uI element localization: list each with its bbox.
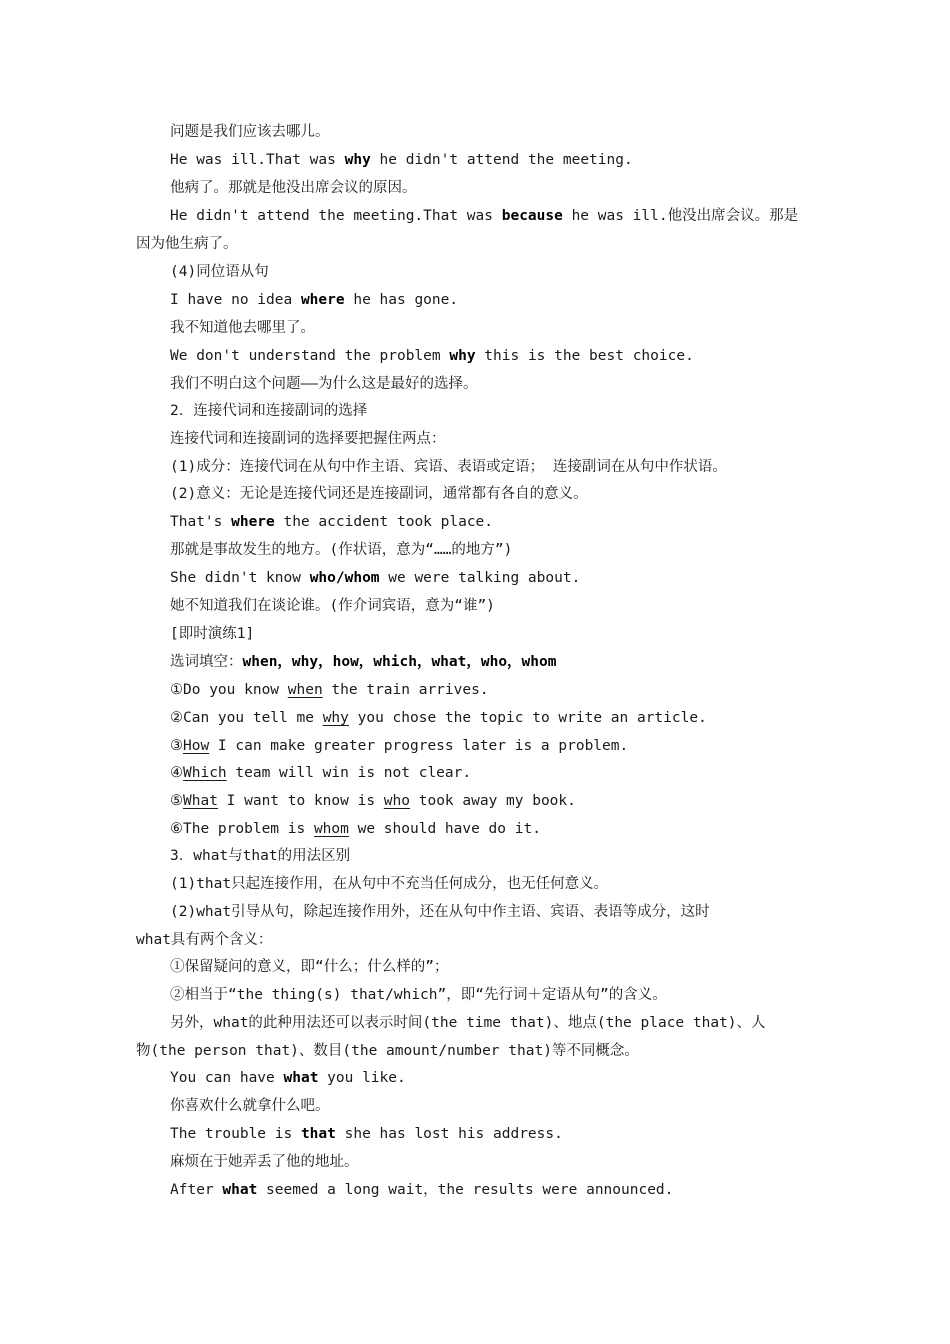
translation: 那就是事故发生的地方。(作状语，意为“……的地方”) — [170, 542, 513, 558]
keyword: what — [222, 1182, 258, 1198]
example-sentence: She didn't know who/whom we were talking about. — [170, 570, 581, 586]
exercise-item: ②Can you tell me why you chose the topic to write an article. — [170, 710, 707, 726]
keyword: where — [231, 514, 275, 530]
translation: 麻烦在于她弄丢了他的地址。 — [170, 1154, 359, 1170]
section-heading: 3．what与that的用法区别 — [170, 848, 351, 864]
keyword: that — [300, 1126, 336, 1142]
example-sentence: He didn't attend the meeting.That was because he was ill.他没出席会议。那是 — [170, 208, 799, 224]
answer-blank: Which — [183, 765, 227, 781]
exercise-instruction: 选词填空：when，why，how，which，what，who，whom — [170, 654, 557, 670]
exercise-heading: [即时演练1] — [170, 626, 255, 642]
example-sentence: You can have what you like. — [170, 1070, 406, 1086]
answer-blank: who — [383, 793, 410, 809]
text-line: 物(the person that)、数目(the amount/number that)等不同概念。 — [136, 1043, 639, 1059]
keyword: who/whom — [309, 570, 380, 586]
text-line: ②相当于“the thing(s) that/which”，即“先行词＋定语从句”的含义。 — [170, 987, 667, 1003]
exercise-item: ④Which team will win is not clear. — [170, 765, 472, 781]
example-sentence: We don't understand the problem why this is the best choice. — [170, 348, 694, 364]
keyword: why — [344, 152, 371, 168]
keyword: because — [501, 208, 563, 224]
exercise-item: ⑥The problem is whom we should have do it. — [170, 821, 541, 837]
translation: 我们不明白这个问题——为什么这是最好的选择。 — [170, 376, 478, 392]
example-sentence: That's where the accident took place. — [170, 514, 494, 530]
exercise-item: ①Do you know when the train arrives. — [170, 682, 489, 698]
text-line: (1)that只起连接作用，在从句中不充当任何成分，也无任何意义。 — [170, 876, 609, 892]
word-bank: when，why，how，which，what，who，whom — [242, 654, 557, 670]
text-line: what具有两个含义： — [136, 932, 273, 948]
exercise-item: ⑤What I want to know is who took away my book. — [170, 793, 576, 809]
answer-blank: What — [183, 793, 218, 809]
keyword: where — [300, 292, 345, 308]
text-line: 连接代词和连接副词的选择要把握住两点： — [170, 431, 446, 447]
section-heading: (4)同位语从句 — [170, 264, 269, 280]
example-sentence: The trouble is that she has lost his address. — [170, 1126, 563, 1142]
answer-blank: How — [183, 738, 210, 754]
translation: 他病了。那就是他没出席会议的原因。 — [170, 180, 417, 196]
translation: 我不知道他去哪里了。 — [170, 320, 315, 336]
example-sentence: After what seemed a long wait，the results were announced. — [170, 1182, 674, 1198]
text-line: (1)成分：连接代词在从句中作主语、宾语、表语或定语； 连接副词在从句中作状语。 — [170, 459, 727, 475]
text-line: ①保留疑问的意义，即“什么；什么样的”； — [170, 959, 449, 975]
text-line: 另外，what的此种用法还可以表示时间(the time that)、地点(the place that)、人 — [170, 1015, 766, 1031]
answer-blank: why — [322, 710, 349, 726]
example-sentence: He was ill.That was why he didn't attend the meeting. — [170, 152, 633, 168]
translation: 因为他生病了。 — [136, 236, 238, 252]
keyword: what — [283, 1070, 319, 1086]
answer-blank: when — [287, 682, 323, 698]
keyword: why — [449, 348, 476, 364]
text-line: (2)what引导从句，除起连接作用外，还在从句中作主语、宾语、表语等成分，这时 — [170, 904, 710, 920]
text-line: 问题是我们应该去哪儿。 — [170, 124, 330, 140]
translation: 你喜欢什么就拿什么吧。 — [170, 1098, 330, 1114]
answer-blank: whom — [313, 821, 349, 837]
text-line: (2)意义：无论是连接代词还是连接副词，通常都有各自的意义。 — [170, 486, 588, 502]
section-heading: 2．连接代词和连接副词的选择 — [170, 403, 368, 419]
exercise-item: ③How I can make greater progress later is a problem. — [170, 738, 629, 754]
translation: 她不知道我们在谈论谁。(作介词宾语，意为“谁”) — [170, 598, 495, 614]
example-sentence: I have no idea where he has gone. — [170, 292, 459, 308]
